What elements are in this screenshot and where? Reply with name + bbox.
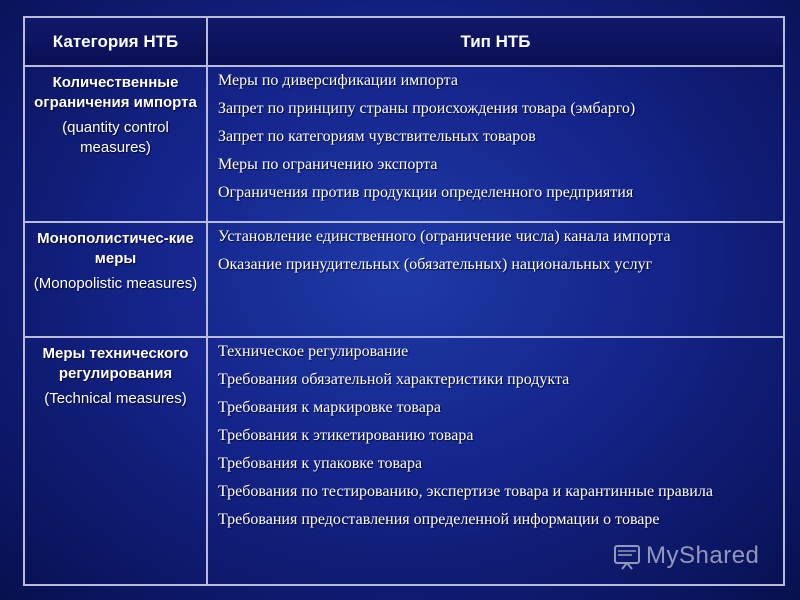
table-row — [24, 222, 784, 337]
header-type: Тип НТБ — [207, 17, 784, 66]
ntb-table — [23, 16, 785, 586]
list-item: Требования к этикетированию товара — [218, 427, 474, 444]
list-item: Требования предоставления определенной информации о товаре — [218, 511, 660, 528]
types-cell — [207, 66, 784, 222]
category-name-ru: Меры технического регулирования — [42, 345, 189, 382]
list-item: Меры по диверсификации импорта — [218, 72, 458, 89]
list-item: Запрет по категориям чувствительных товаров — [218, 128, 536, 145]
watermark-text: MyShared — [646, 542, 760, 569]
list-item: Оказание принудительных (обязательных) национальных услуг — [218, 256, 653, 273]
category-name-en: (quantity control measures) — [62, 119, 169, 156]
category-name-ru: Монополистичес-кие меры — [37, 230, 194, 267]
list-item: Установление единственного (ограничение числа) канала импорта — [218, 228, 671, 245]
category-cell — [24, 222, 207, 337]
header-row — [24, 17, 784, 66]
table-row — [24, 66, 784, 222]
list-item: Требования по тестированию, экспертизе товара и карантинные правила — [218, 483, 713, 500]
category-name-ru: Количественные ограничения импорта — [34, 74, 197, 111]
types-cell — [207, 222, 784, 337]
category-name-en: (Technical measures) — [44, 390, 187, 407]
list-item: Меры по ограничению экспорта — [218, 156, 438, 173]
list-item: Ограничения против продукции определенного предприятия — [218, 184, 634, 201]
list-item: Требования обязательной характеристики продукта — [218, 371, 570, 388]
list-item: Запрет по принципу страны происхождения товара (эмбарго) — [218, 100, 636, 117]
table-row — [24, 337, 784, 585]
category-name-en: (Monopolistic measures) — [33, 275, 198, 292]
types-cell — [207, 337, 784, 585]
header-category: Категория НТБ — [24, 17, 207, 66]
list-item: Требования к упаковке товара — [218, 455, 423, 472]
list-item: Требования к маркировке товара — [218, 399, 441, 416]
category-cell — [24, 337, 207, 585]
category-cell — [24, 66, 207, 222]
list-item: Техническое регулирование — [218, 343, 409, 360]
